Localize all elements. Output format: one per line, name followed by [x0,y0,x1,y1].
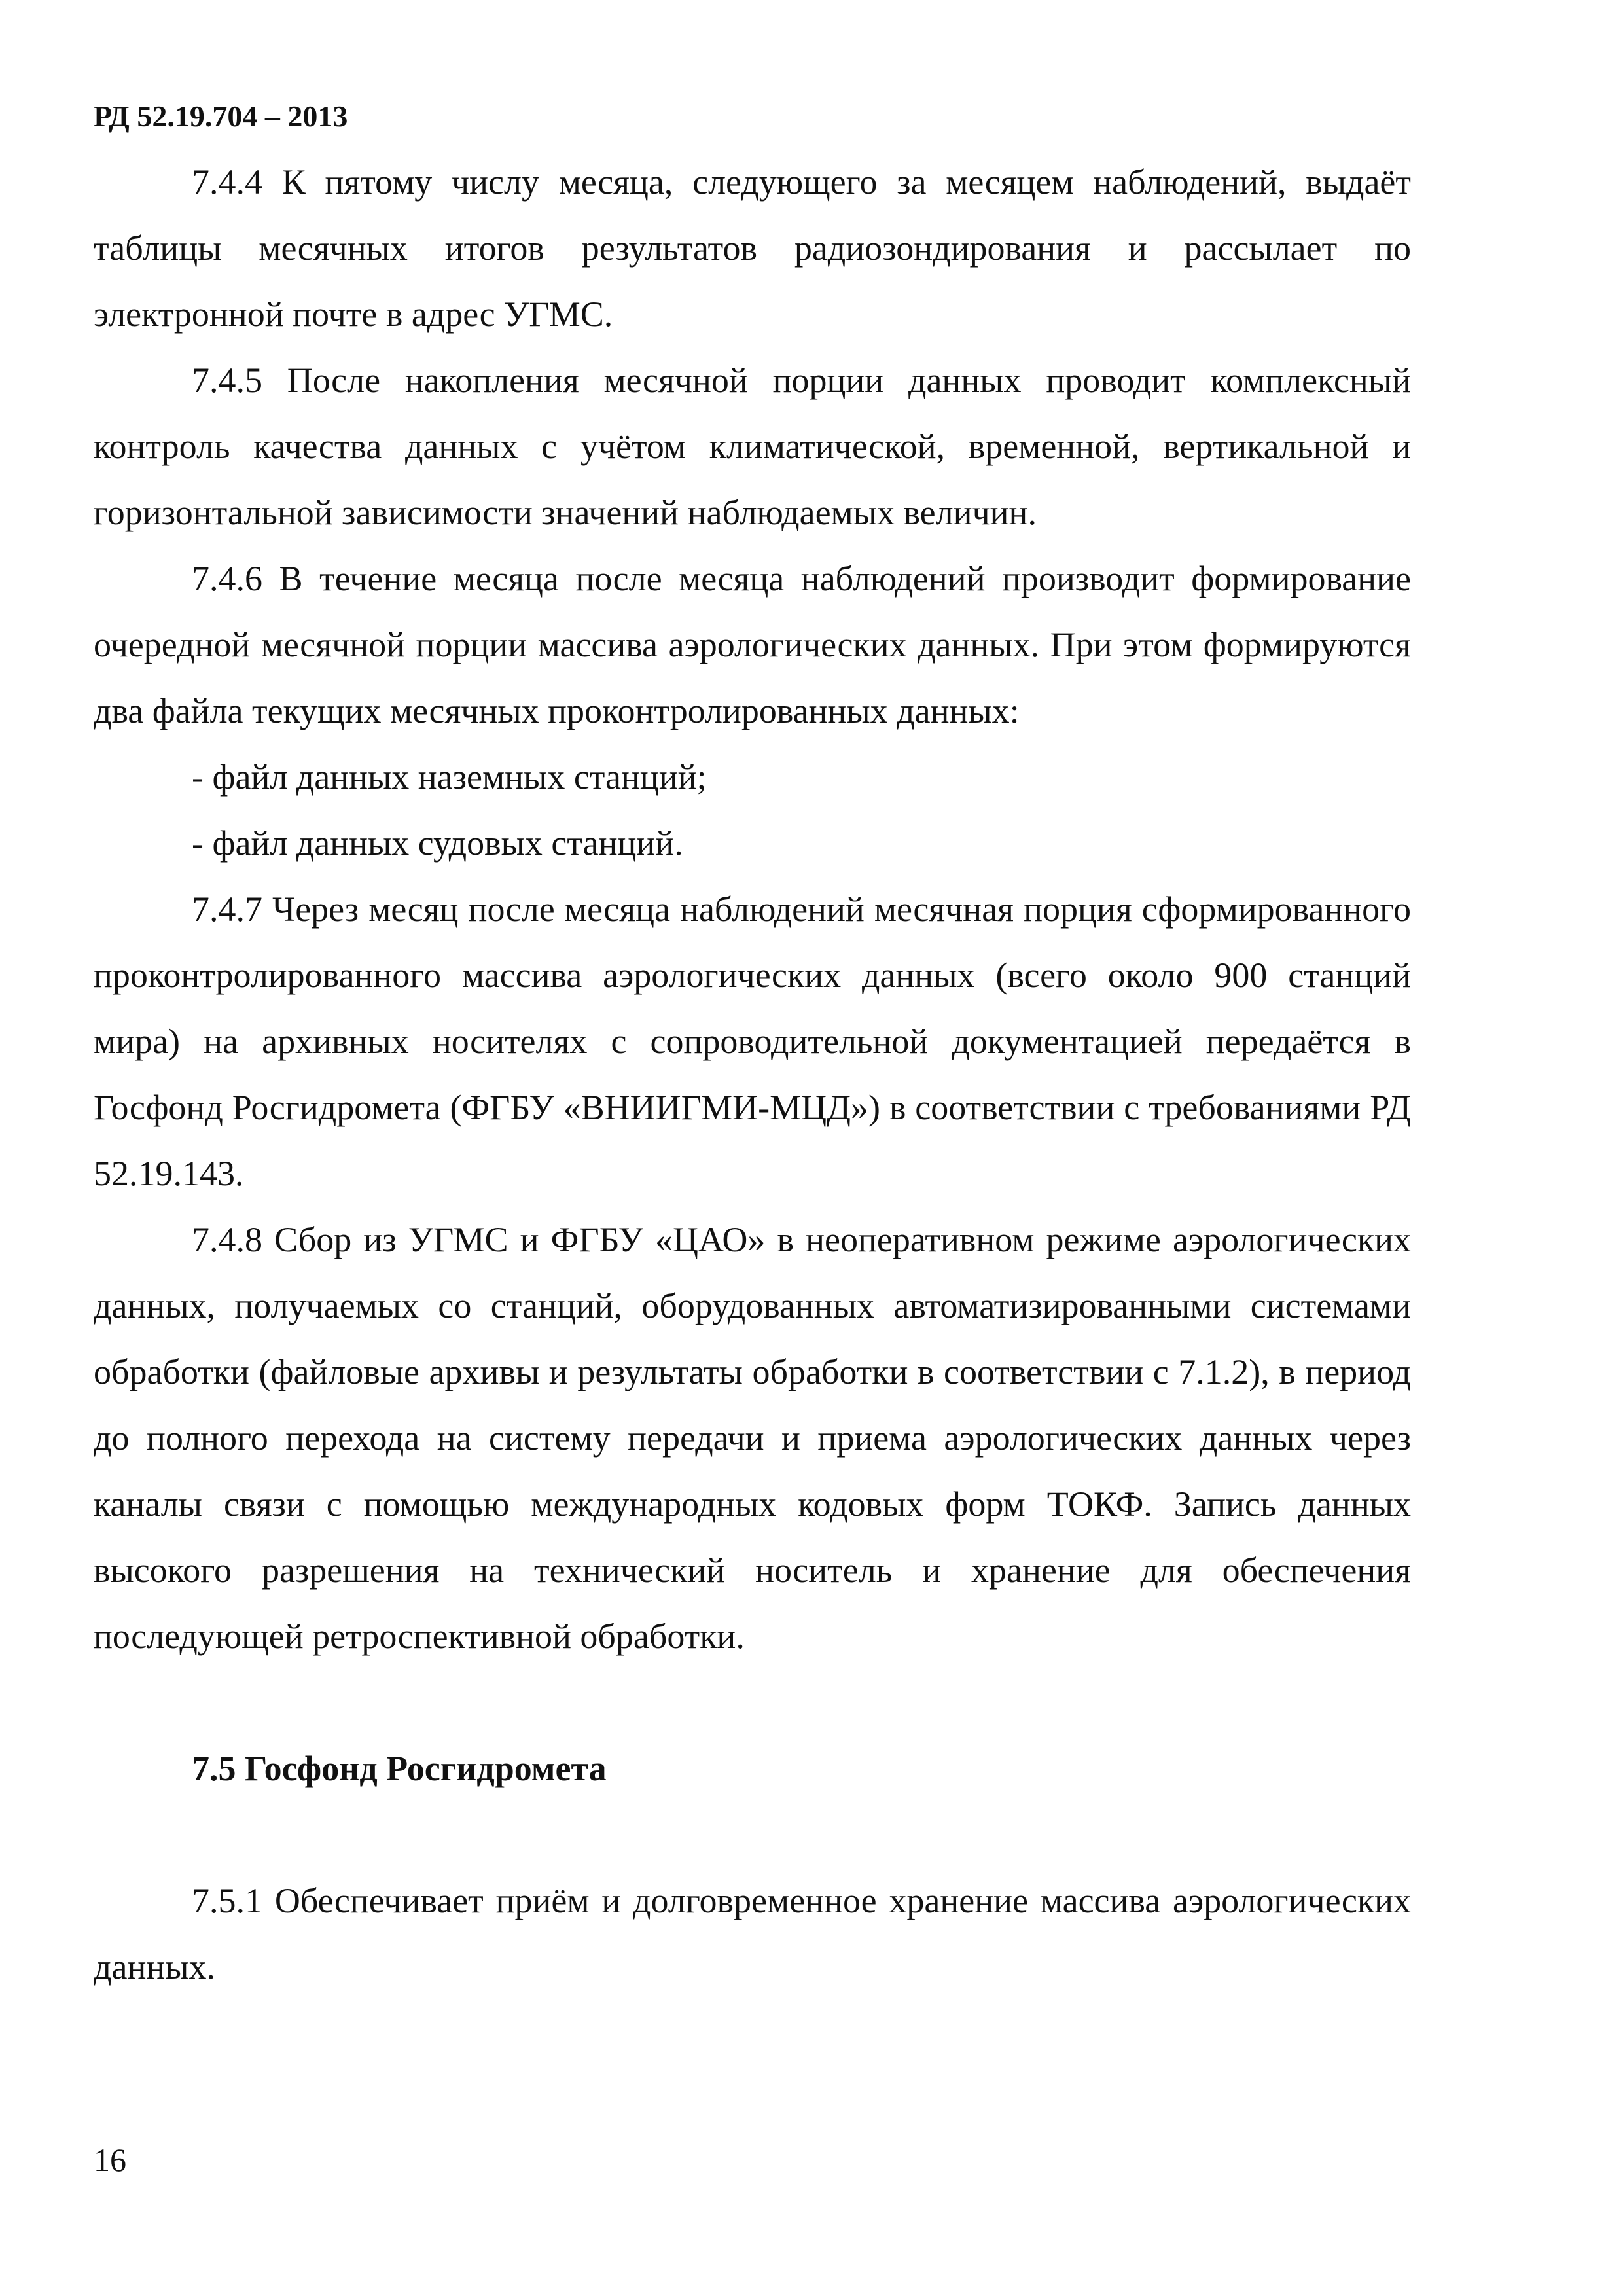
paragraph-7-4-5: 7.4.5 После накопления месячной порции данных проводит комплексный контроль качества данных с учётом климатической, временной, вертикальной и горизонтальной зависимости значений наблюдаемых величин. [94,361,1411,532]
paragraph-7-4-4: 7.4.4 К пятому числу месяца, следующего за месяцем наблюдений, выдаёт таблицы месячных итогов результатов радиозондирования и рассылает по электронной почте в адрес УГМС. [94,162,1411,334]
document-body [94,149,1411,2000]
paragraph-7-4-7: 7.4.7 Через месяц после месяца наблюдений месячная порция сформированного проконтролированного массива аэрологических данных (всего около 900 станций мира) на архивных носителях с сопроводительной документацией передаётся в Госфонд Росгидромета (ФГБУ «ВНИИГМИ-МЦД») в соответствии с требованиями РД 52.19.143. [94,889,1411,1193]
section-heading-7-5: 7.5 Госфонд Росгидромета [192,1749,607,1788]
page-number: 16 [94,2142,126,2178]
list-item-ground-stations: - файл данных наземных станций; [192,757,707,797]
list-item-ship-stations: - файл данных судовых станций. [192,823,683,863]
paragraph-7-4-6: 7.4.6 В течение месяца после месяца наблюдений производит формирование очередной месячной порции массива аэрологических данных. При этом формируются два файла текущих месячных проконтролированных данных: [94,559,1411,730]
paragraph-7-4-8: 7.4.8 Сбор из УГМС и ФГБУ «ЦАО» в неоперативном режиме аэрологических данных, получаемых со станций, оборудованных автоматизированными системами обработки (файловые архивы и результаты обработки в соответствии с 7.1.2), в период до полного перехода на систему передачи и приема аэрологических данных через каналы связи с помощью международных кодовых форм ТОКФ. Запись данных высокого разрешения на технический носитель и хранение для обеспечения последующей ретроспективной обработки. [94,1220,1411,1656]
paragraph-7-5-1: 7.5.1 Обеспечивает приём и долговременное хранение массива аэрологических данных. [94,1881,1411,1986]
document-code-header: РД 52.19.704 – 2013 [94,99,348,133]
